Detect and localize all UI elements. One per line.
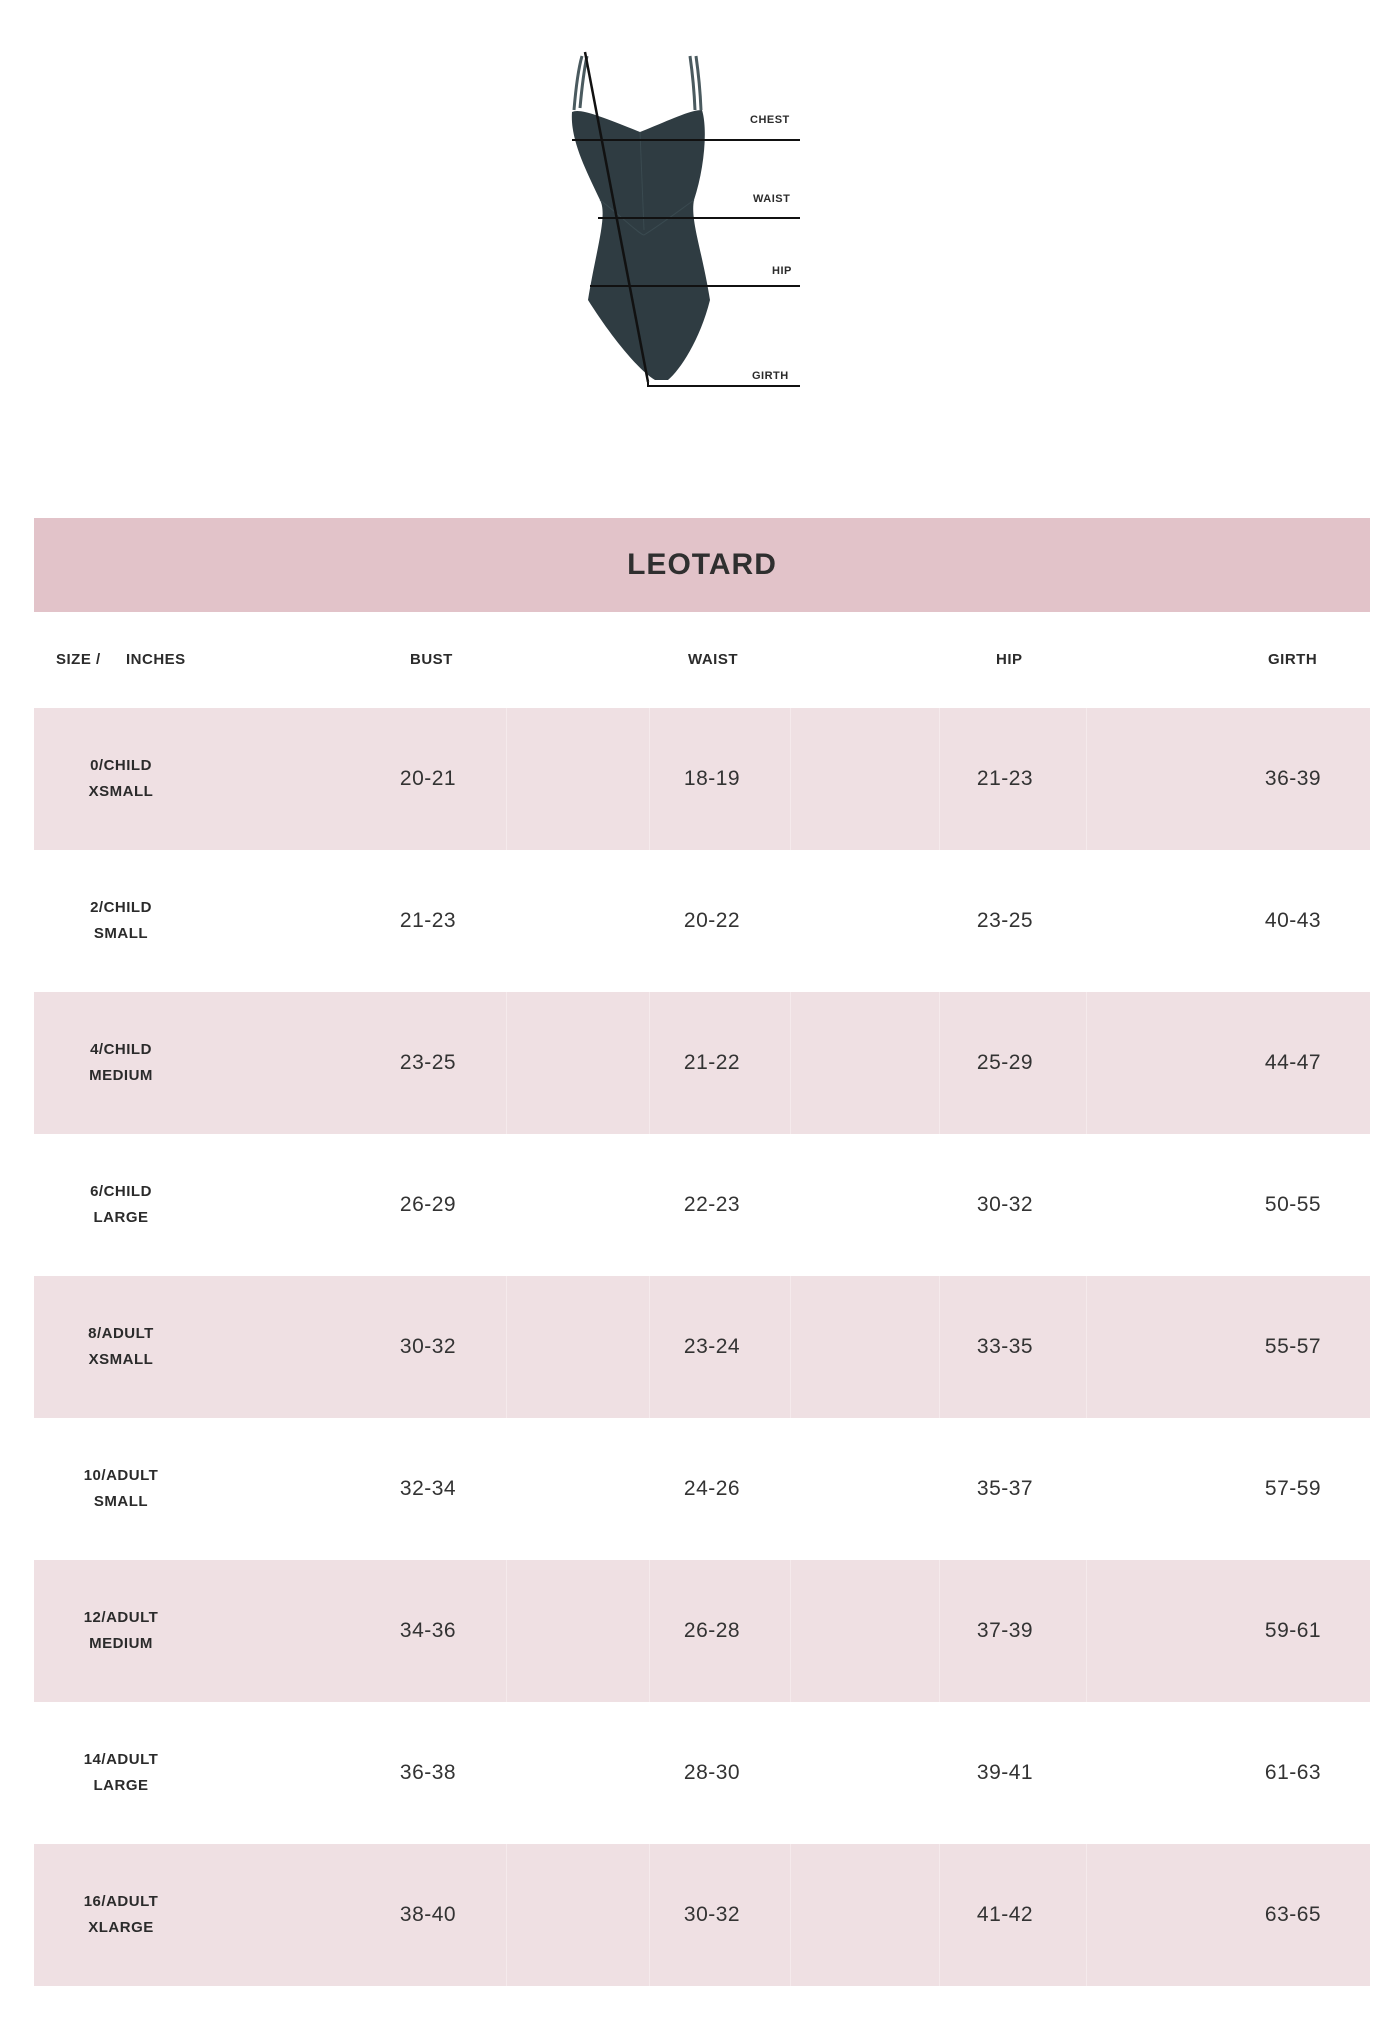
table-title: LEOTARD [627,548,777,581]
table-row [34,708,1370,850]
girth-value: 59-61 [1264,1619,1322,1642]
waist-value: 21-22 [683,1051,741,1074]
table-title-bar [34,518,1370,612]
size-cell [34,708,208,850]
header-hip: HIP [996,651,1023,668]
table-row [34,992,1370,1134]
size-name: MEDIUM [89,1067,153,1084]
leotard-measurement-diagram [560,50,830,400]
hip-value: 23-25 [976,909,1034,932]
table-row [34,1844,1370,1986]
table-row [34,1418,1370,1560]
girth-value: 55-57 [1264,1335,1322,1358]
bust-value: 21-23 [399,909,457,932]
girth-value: 61-63 [1264,1761,1322,1784]
hip-label: HIP [772,265,792,277]
waist-value: 23-24 [683,1335,741,1358]
size-name: SMALL [93,925,149,942]
waist-value: 28-30 [683,1761,741,1784]
size-number: 10/ADULT [83,1467,159,1484]
size-name: LARGE [93,1777,149,1794]
leotard-illustration [560,50,830,400]
header-bust: BUST [410,651,453,668]
size-name: XSMALL [88,783,154,800]
hip-value: 41-42 [976,1903,1034,1926]
waist-value: 24-26 [683,1477,741,1500]
waist-value: 26-28 [683,1619,741,1642]
size-number: 6/CHILD [90,1183,152,1200]
size-number: 4/CHILD [90,1041,152,1058]
header-waist: WAIST [688,651,738,668]
hip-value: 21-23 [976,767,1034,790]
chest-label: CHEST [750,114,790,126]
table-row [34,1276,1370,1418]
hip-value: 35-37 [976,1477,1034,1500]
size-number: 2/CHILD [90,899,152,916]
girth-value: 50-55 [1264,1193,1322,1216]
size-name: LARGE [93,1209,149,1226]
bust-value: 23-25 [399,1051,457,1074]
size-cell [34,1276,208,1418]
size-number: 8/ADULT [88,1325,154,1342]
hip-value: 39-41 [976,1761,1034,1784]
table-header-row [34,612,1370,708]
table-row [34,1702,1370,1844]
size-cell [34,850,208,992]
table-row [34,1134,1370,1276]
waist-value: 22-23 [683,1193,741,1216]
size-cell [34,992,208,1134]
size-cell [34,1702,208,1844]
hip-value: 30-32 [976,1193,1034,1216]
waist-value: 18-19 [683,767,741,790]
bust-value: 20-21 [399,767,457,790]
size-table-body [34,708,1370,1986]
bust-value: 38-40 [399,1903,457,1926]
size-name: SMALL [93,1493,149,1510]
size-number: 0/CHILD [90,757,152,774]
header-inches: INCHES [126,651,186,668]
size-cell [34,1134,208,1276]
hip-value: 25-29 [976,1051,1034,1074]
table-row [34,850,1370,992]
size-cell [34,1560,208,1702]
size-number: 14/ADULT [83,1751,159,1768]
hip-value: 33-35 [976,1335,1034,1358]
girth-value: 44-47 [1264,1051,1322,1074]
girth-value: 36-39 [1264,767,1322,790]
girth-value: 57-59 [1264,1477,1322,1500]
hip-value: 37-39 [976,1619,1034,1642]
waist-label: WAIST [753,193,791,205]
table-row [34,1560,1370,1702]
bust-value: 36-38 [399,1761,457,1784]
girth-label: GIRTH [752,370,789,382]
bust-value: 30-32 [399,1335,457,1358]
waist-value: 20-22 [683,909,741,932]
size-name: MEDIUM [89,1635,153,1652]
size-cell [34,1418,208,1560]
girth-value: 63-65 [1264,1903,1322,1926]
size-number: 16/ADULT [83,1893,159,1910]
bust-value: 26-29 [399,1193,457,1216]
bust-value: 34-36 [399,1619,457,1642]
size-cell [34,1844,208,1986]
waist-value: 30-32 [683,1903,741,1926]
bust-value: 32-34 [399,1477,457,1500]
girth-value: 40-43 [1264,909,1322,932]
size-name: XLARGE [88,1919,154,1936]
header-size: SIZE / [56,651,101,668]
size-name: XSMALL [88,1351,154,1368]
header-girth: GIRTH [1268,651,1318,668]
size-number: 12/ADULT [83,1609,159,1626]
